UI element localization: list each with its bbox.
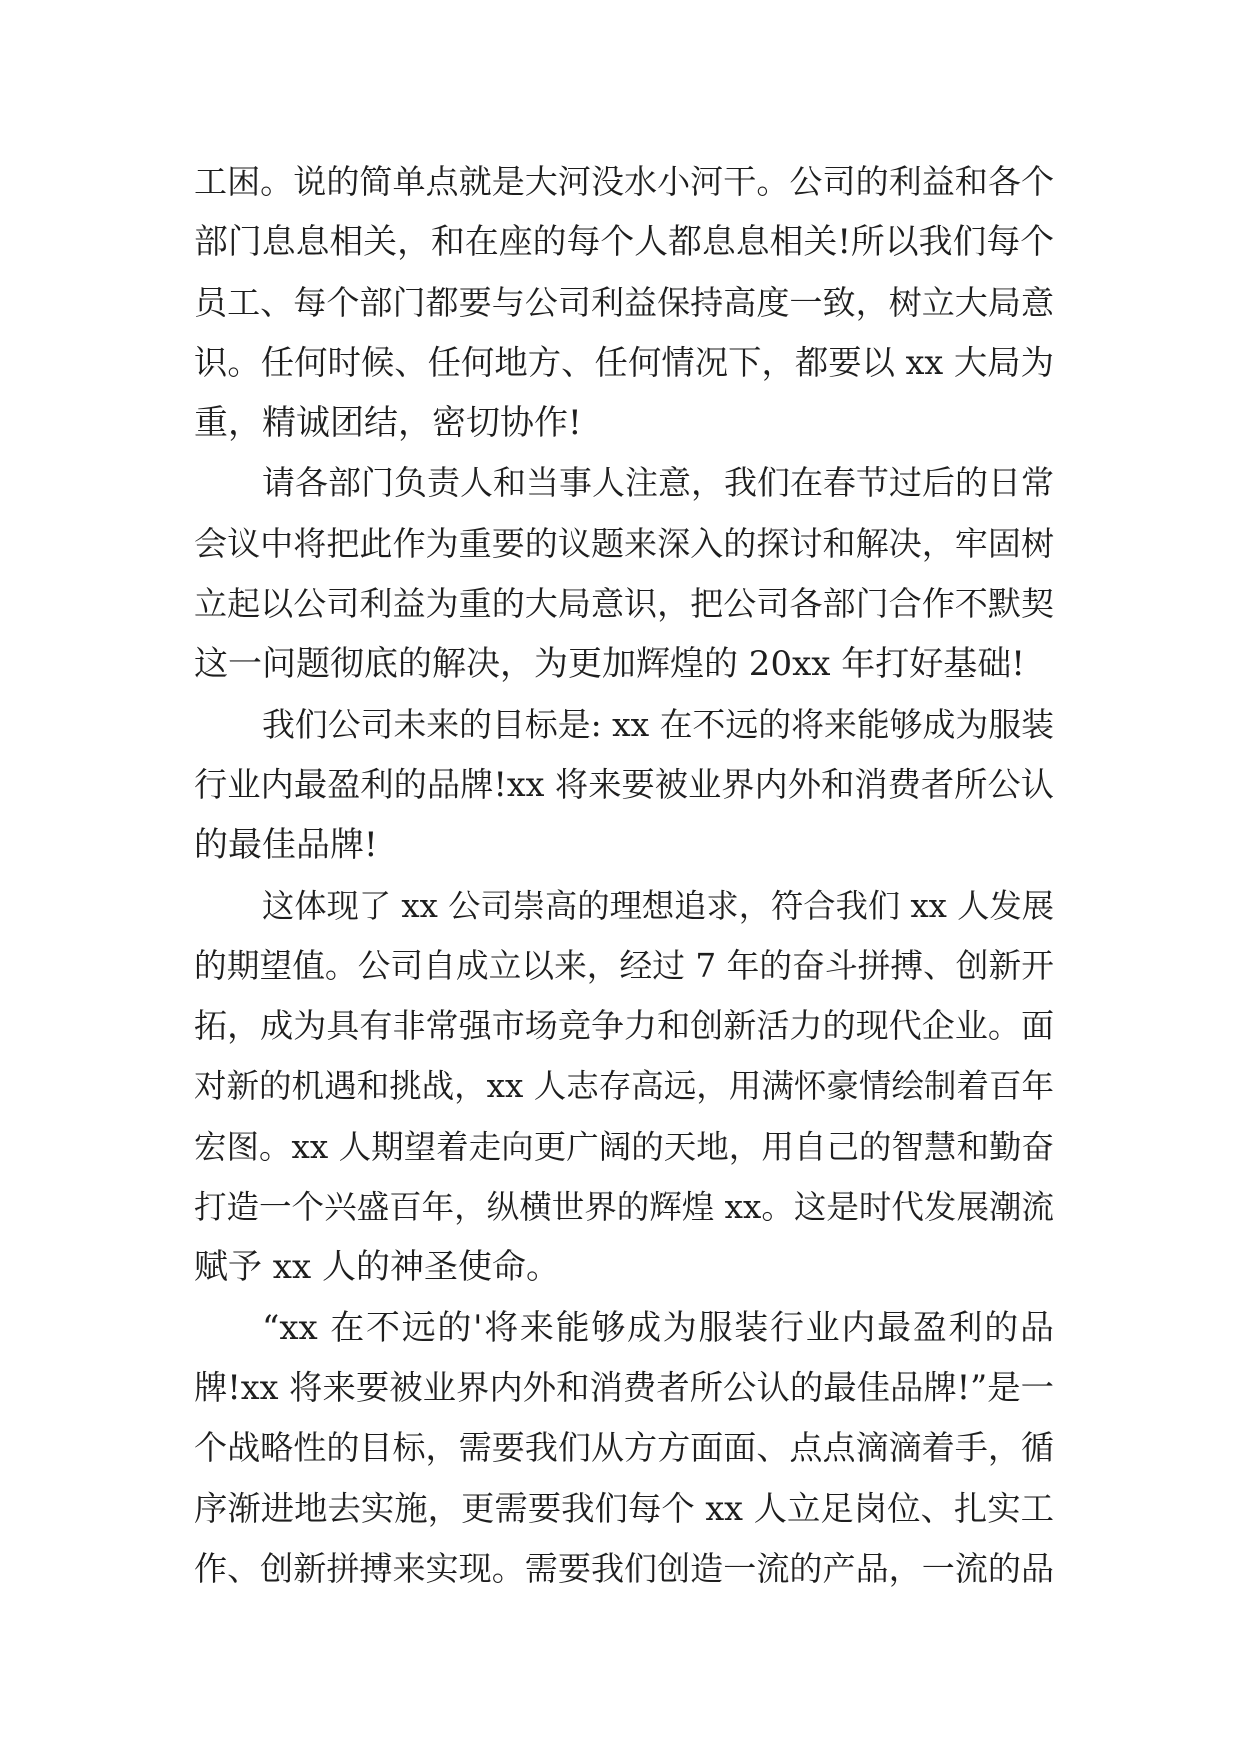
- text-line: 员工、每个部门都要与公司利益保持高度一致，树立大局意: [194, 282, 1055, 322]
- paragraph: [194, 876, 1054, 1298]
- text-line: 拓，成为具有非常强市场竞争力和创新活力的现代企业。面: [194, 1006, 1055, 1046]
- text-line: 作、创新拼搏来实现。需要我们创造一流的产品，一流的品: [194, 1548, 1055, 1588]
- text-line: 立起以公司利益为重的大局意识，把公司各部门合作不默契: [194, 584, 1055, 624]
- text-line: 会议中将把此作为重要的议题来深入的探讨和解决，牢固树: [194, 523, 1055, 563]
- text-line: 这一问题彻底的解决，为更加辉煌的 20xx 年打好基础!: [194, 644, 1025, 685]
- text-line: “xx 在不远的'将来能够成为服装行业内最盈利的品: [262, 1307, 1054, 1348]
- text-line: 打造一个兴盛百年，纵横世界的辉煌 xx。这是时代发展潮流: [194, 1188, 1054, 1227]
- paragraph: [194, 695, 1054, 876]
- text-line: 请各部门负责人和当事人注意，我们在春节过后的日常: [262, 463, 1054, 503]
- text-line: 行业内最盈利的品牌!xx 将来要被业界内外和消费者所公认: [194, 764, 1054, 804]
- text-line: 的最佳品牌!: [194, 825, 378, 866]
- text-line: 序渐进地去实施，更需要我们每个 xx 人立足岗位、扎实工: [194, 1488, 1054, 1528]
- text-line: 宏图。xx 人期望着走向更广阔的天地，用自己的智慧和勤奋: [194, 1127, 1054, 1166]
- text-line: 牌!xx 将来要被业界内外和消费者所公认的最佳品牌!”是一: [194, 1367, 1054, 1407]
- text-line: 我们公司未来的目标是: xx 在不远的将来能够成为服装: [262, 704, 1054, 744]
- text-line: 工困。说的简单点就是大河没水小河干。公司的利益和各个: [194, 162, 1055, 201]
- text-line: 部门息息相关，和在座的每个人都息息相关!所以我们每个: [194, 222, 1055, 262]
- text-line: 赋予 xx 人的神圣使命。: [194, 1247, 560, 1288]
- paragraph: [194, 152, 1054, 453]
- text-line: 的期望值。公司自成立以来，经过 7 年的奋斗拼搏、创新开: [194, 946, 1054, 985]
- paragraph: [194, 1298, 1054, 1599]
- paragraph: [194, 453, 1054, 694]
- text-line: 个战略性的目标，需要我们从方方面面、点点滴滴着手，循: [194, 1428, 1055, 1468]
- text-line: 重，精诚团结，密切协作!: [194, 403, 582, 444]
- text-line: 识。任何时候、任何地方、任何情况下，都要以 xx 大局为: [194, 342, 1054, 382]
- text-line: 对新的机遇和挑战，xx 人志存高远，用满怀豪情绘制着百年: [194, 1067, 1054, 1106]
- document-body: [194, 152, 1054, 1599]
- text-line: 这体现了 xx 公司崇高的理想追求，符合我们 xx 人发展: [262, 886, 1054, 925]
